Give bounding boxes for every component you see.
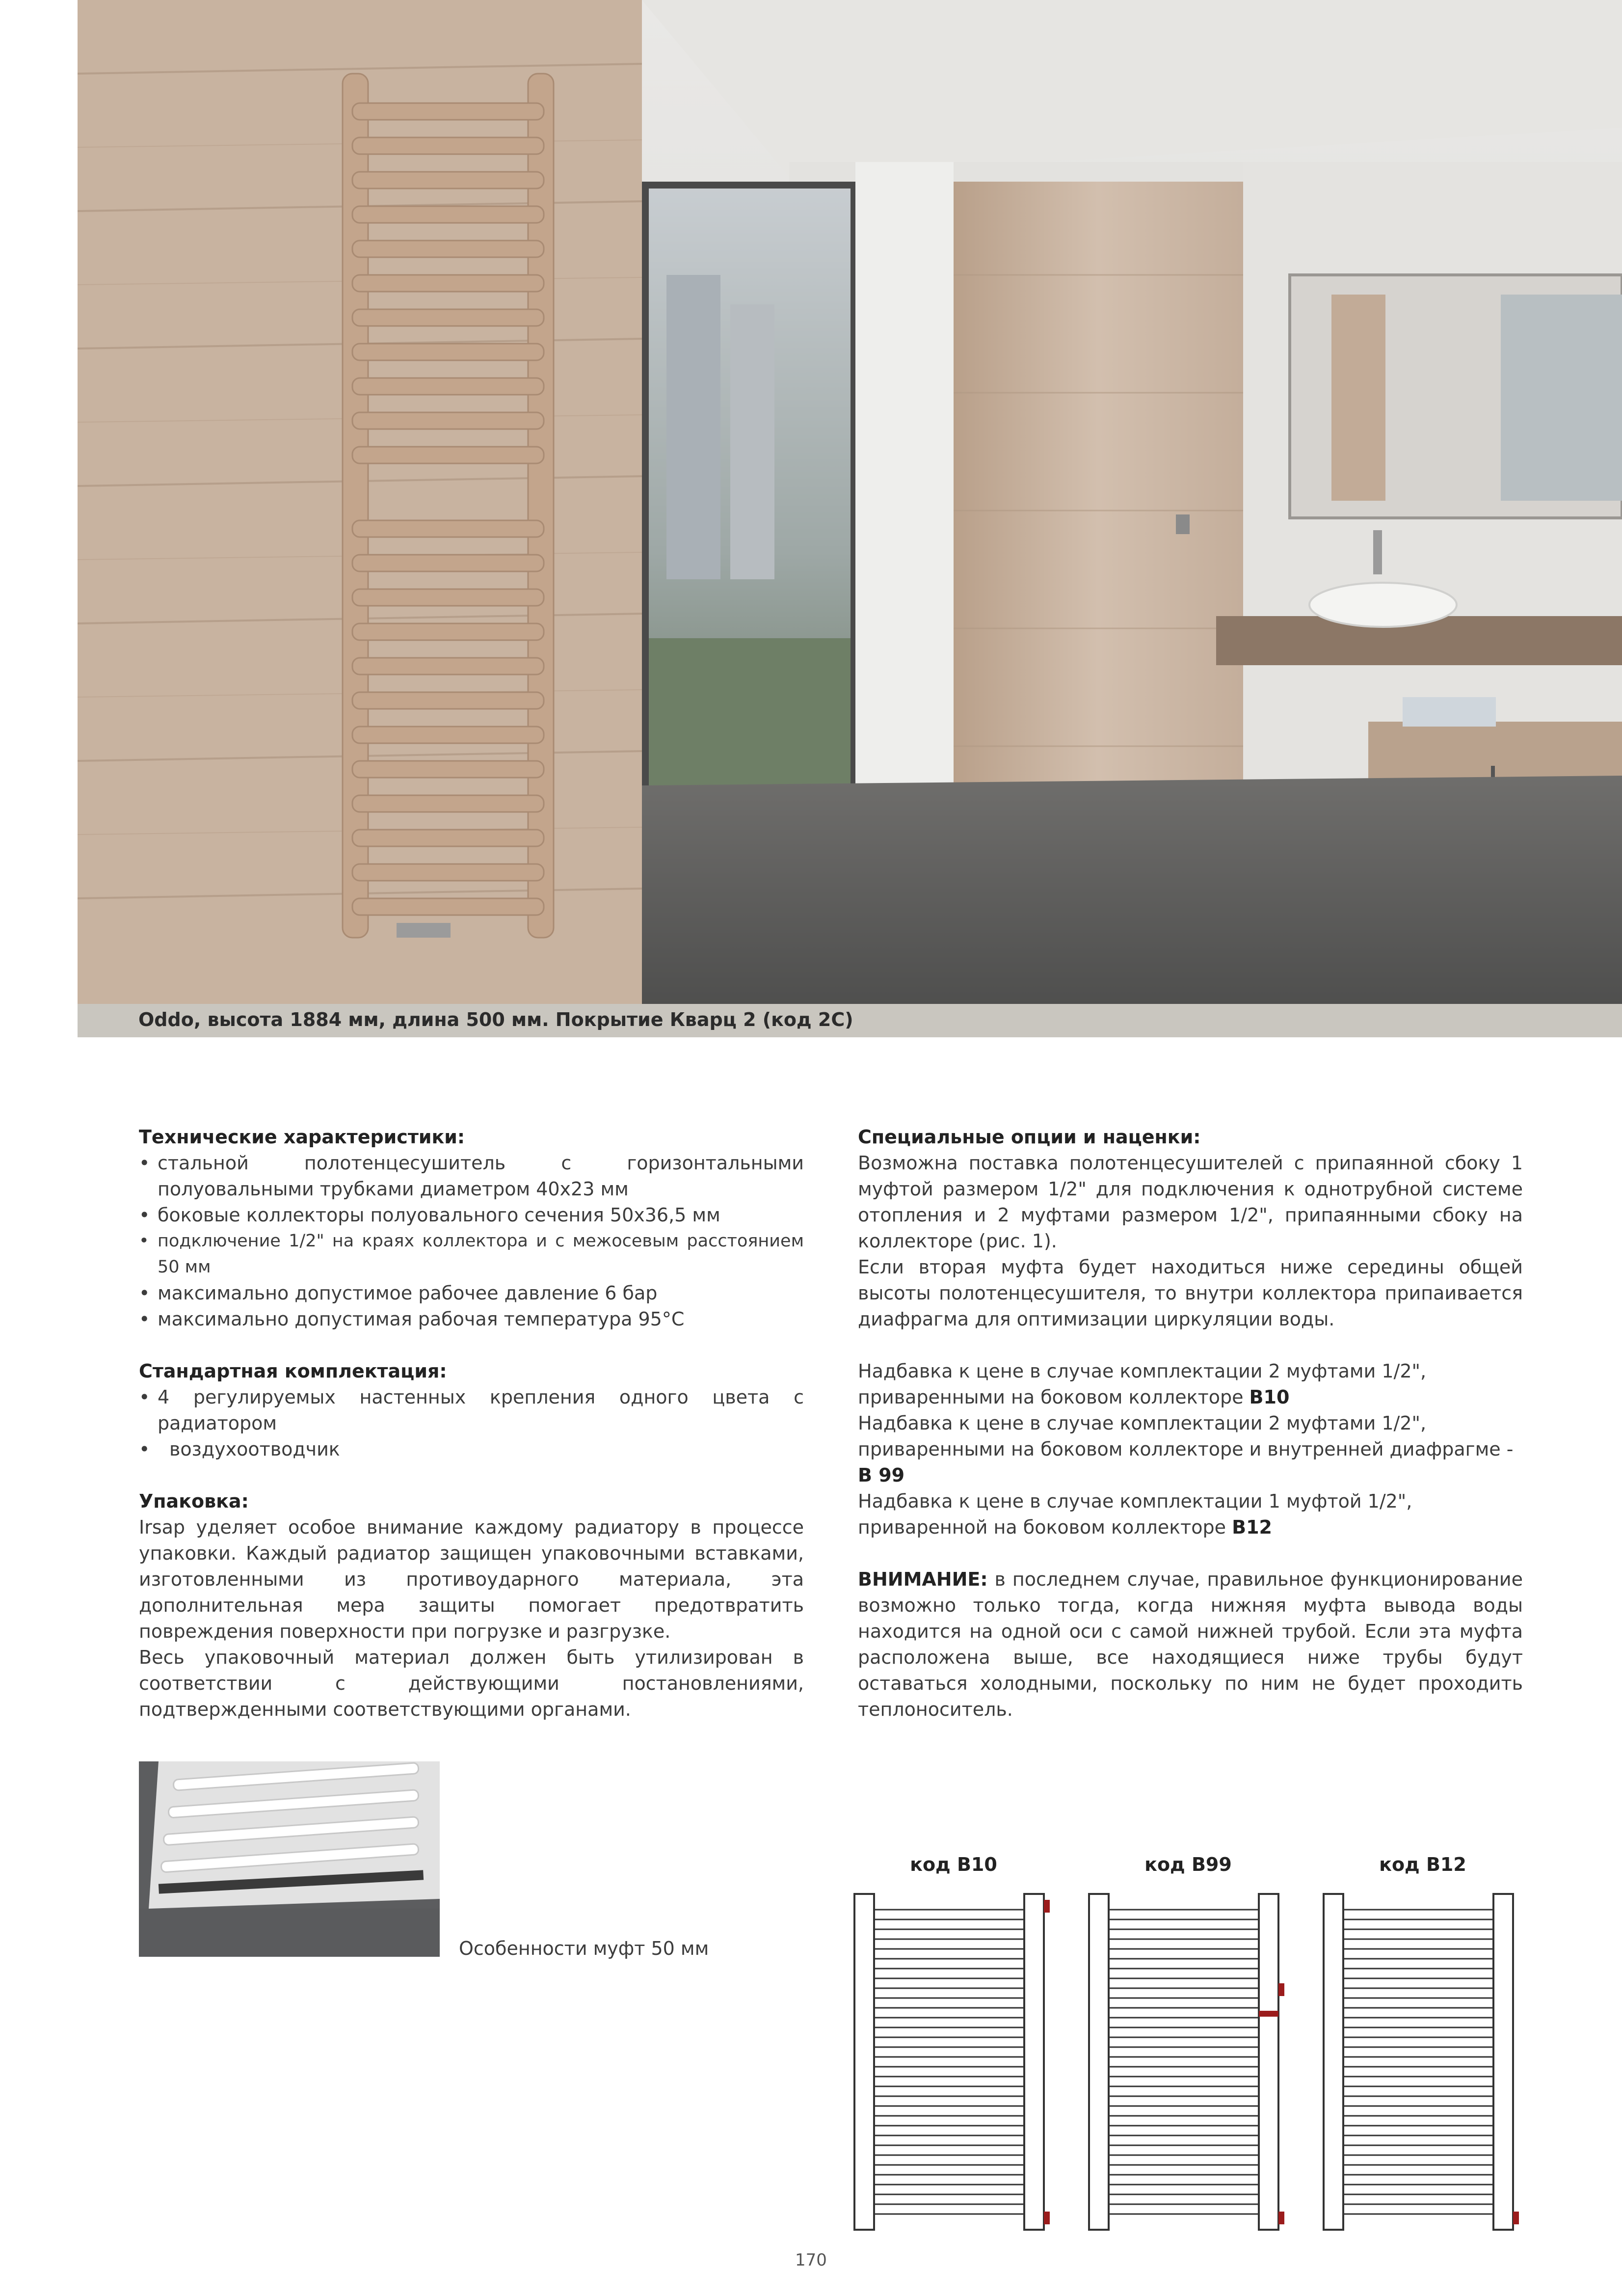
tech-list (139, 1150, 804, 1332)
surcharge-b10-text: Надбавка к цене в случае комплектации 2 муфтами 1/2", приваренными на боковом коллекторе (858, 1360, 1427, 1408)
diagram-rails (874, 1910, 1024, 2214)
diagram-title-b99: код B99 (1144, 1854, 1232, 1875)
surcharge-b99 (858, 1410, 1523, 1488)
diagram-rails (1343, 1910, 1493, 2214)
surcharge-b10-code: B10 (1249, 1386, 1290, 1408)
list-item: • подключение 1/2" на краях коллектора и с межосевым расстоянием 50 мм (139, 1228, 804, 1280)
left-column (139, 1124, 804, 1749)
page-number: 170 (795, 2250, 827, 2270)
right-column (858, 1124, 1523, 1749)
packaging-section (139, 1488, 804, 1723)
warning-label: ВНИМАНИЕ: (858, 1568, 988, 1590)
special-text-2: Если вторая муфта будет находиться ниже середины общей высоты полотенцесушителя, то внутри коллектора припаивается диафрагма для оптимизации циркуляции воды. (858, 1256, 1523, 1330)
list-item: • 4 регулируемых настенных крепления одного цвета с радиатором (139, 1384, 804, 1436)
list-item: • стальной полотенцесушитель с горизонтальными полуовальными трубками диаметром 40x23 мм (139, 1150, 804, 1202)
surcharge-b10 (858, 1358, 1523, 1410)
packaging-text-2: Весь упаковочный материал должен быть утилизирован в соответствии с действующими постановлениями, подтвержденными соответствующими органами. (139, 1647, 804, 1720)
surcharge-b99-code: B 99 (858, 1464, 905, 1486)
surcharge-b12-text: Надбавка к цене в случае комплектации 1 муфтой 1/2", приваренной на боковом коллекторе (858, 1490, 1412, 1538)
warning-paragraph (858, 1567, 1523, 1723)
diaphragm (1259, 2011, 1278, 2017)
special-section (858, 1124, 1523, 1332)
hero-photo (78, 0, 1622, 1004)
warning-section (858, 1567, 1523, 1723)
hero-caption: Oddo, высота 1884 мм, длина 500 мм. Покрытие Кварц 2 (код 2С) (138, 1009, 853, 1030)
list-item: • максимально допустимое рабочее давление 6 бар (139, 1280, 804, 1306)
standard-heading: Стандартная комплектация: (139, 1360, 447, 1382)
diagram-b10 (851, 1890, 1058, 2234)
list-item: • боковые коллекторы полуовального сечения 50x36,5 мм (139, 1202, 804, 1228)
thumb-caption: Особенности муфт 50 мм (459, 1938, 709, 1959)
standard-section (139, 1358, 804, 1462)
connector-bottom (1044, 2212, 1050, 2224)
surcharges-section (858, 1358, 1523, 1540)
packaging-text-1: Irsap уделяет особое внимание каждому радиатору в процессе упаковки. Каждый радиатор защищен упаковочными вставками, изготовленными из противоударного материала, эта дополнительная мера защиты помогает предотвратить повреждения поверхности при погрузке и разгрузке. (139, 1516, 804, 1642)
packaging-heading: Упаковка: (139, 1490, 249, 1512)
list-item: • воздухоотводчик (139, 1436, 804, 1462)
diagram-rails (1109, 1910, 1259, 2214)
special-heading: Специальные опции и наценки: (858, 1126, 1201, 1148)
diagram-b12 (1321, 1890, 1527, 2234)
surcharge-b12 (858, 1488, 1523, 1540)
connector-bottom (1278, 2212, 1284, 2224)
special-text-1: Возможна поставка полотенцесушителей с припаянной сбоку 1 муфтой размером 1/2" для подключения к однотрубной системе отопления и 2 муфтами размером 1/2", припаянными сбоку на коллекторе (рис. 1). (858, 1152, 1523, 1252)
tech-heading: Технические характеристики: (139, 1126, 465, 1148)
standard-list (139, 1384, 804, 1462)
diagram-title-b12: код B12 (1379, 1854, 1466, 1875)
connector-detail-photo (139, 1761, 440, 1957)
connector-top (1044, 1900, 1050, 1913)
hero-caption-bar (78, 1004, 1622, 1037)
tech-section (139, 1124, 804, 1332)
surcharge-b12-code: B12 (1232, 1516, 1272, 1538)
connector-bottom (1513, 2212, 1519, 2224)
warning-text: в последнем случае, правильное функционирование возможно только тогда, когда нижняя муфта вывода воды находится на одной оси с самой нижней трубой. Если эта муфта расположена выше, все находящиеся ниже трубы будут оставаться холодными, поскольку по ним не будет проходить теплоноситель. (858, 1568, 1523, 1720)
diagram-title-b10: код B10 (910, 1854, 997, 1875)
surcharge-b99-text: Надбавка к цене в случае комплектации 2 муфтами 1/2", приваренными на боковом коллекторе и внутренней диафрагме - (858, 1412, 1514, 1460)
list-item: • максимально допустимая рабочая температура 95°С (139, 1306, 804, 1332)
connector-top (1278, 1983, 1284, 1996)
diagram-b99 (1086, 1890, 1292, 2234)
